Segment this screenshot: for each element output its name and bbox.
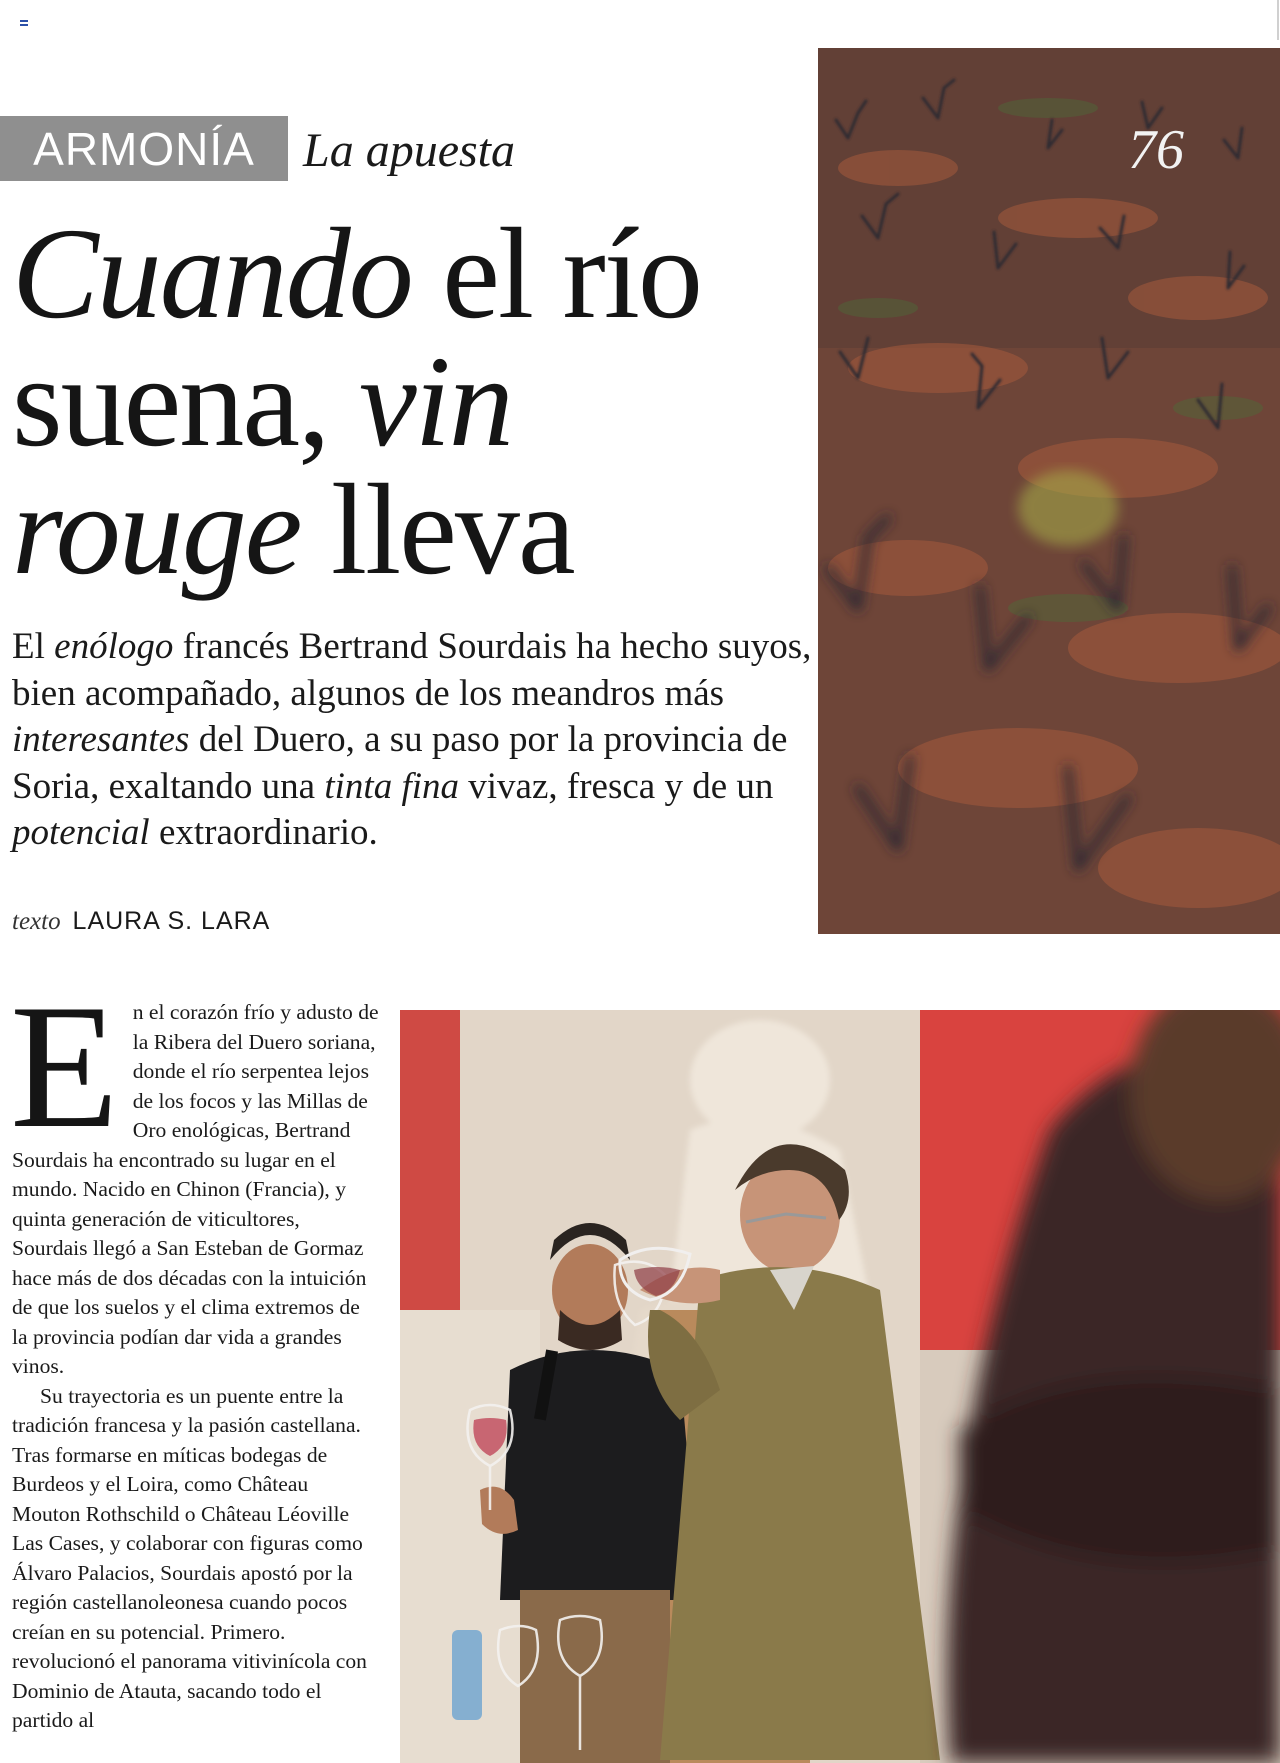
- vineyard-photo: [818, 48, 1280, 934]
- body-paragraph-text: n el corazón frío y adusto de la Ribera del Duero soriana, donde el río serpentea lejos de los focos y las Millas de Oro enológicas, Bertrand Sourdais ha encontrado su lugar en el mundo. Nacido en Chinon (Francia), y quinta generación de viticultores, Sourdais llegó a San Esteban de Gormaz hace más de dos décadas con la intuición de que los suelos y el clima extremos de la provincia podían dar vida a grandes vinos.: [12, 1000, 379, 1378]
- headline-italic-1: Cuando: [12, 202, 412, 346]
- deck-text: vivaz, fresca y de un: [459, 765, 774, 807]
- headline-roman-2: lleva: [300, 458, 574, 602]
- deck-text: del Duero, a su paso por la provincia de Soria, exaltando una: [12, 719, 788, 807]
- section-subtitle: La apuesta: [303, 124, 516, 177]
- section-tag: ARMONÍA: [0, 116, 288, 181]
- deck-italic: tinta fina: [324, 765, 460, 807]
- headline-italic-2: vin rouge: [12, 330, 512, 602]
- byline: [12, 906, 270, 936]
- article-headline: [12, 202, 812, 602]
- wine-tasting-photo: [400, 1010, 1280, 1763]
- byline-label: texto: [12, 908, 61, 935]
- article-deck: [12, 624, 812, 857]
- byline-author: LAURA S. LARA: [72, 907, 271, 935]
- deck-italic: enólogo: [54, 626, 174, 667]
- headline-roman-1: el río suena,: [12, 202, 701, 474]
- corner-flag-mark: [20, 20, 28, 26]
- deck-italic: potencial: [12, 812, 150, 853]
- page-edge-line: [1277, 0, 1279, 40]
- body-paragraph: [10, 967, 380, 1382]
- tasting-illustration: [400, 1010, 1280, 1763]
- vineyard-illustration: [818, 48, 1280, 934]
- article-body: [10, 967, 380, 1736]
- page-number: 76: [1128, 119, 1184, 181]
- deck-italic: interesantes: [12, 719, 190, 760]
- body-paragraph: Su trayectoria es un puente entre la tradición francesa y la pasión castellana. Tras formarse en míticas bodegas de Burdeos y el Loira, como Château Mouton Rothschild o Château Léoville Las Cases, y colaborar con figuras como Álvaro Palacios, Sourdais apostó por la región castellanoleonesa cuando pocos creían en su potencial. Primero. revolucionó el panorama vitivinícola con Dominio de Atauta, sacando todo el partido al: [12, 1383, 367, 1732]
- drop-cap: E: [10, 967, 119, 1165]
- deck-text: francés Bertrand Sourdais ha hecho suyos, bien acompañado, algunos de los meandros más: [12, 626, 812, 714]
- deck-text: extraordinario.: [149, 812, 378, 853]
- deck-text: El: [12, 626, 55, 667]
